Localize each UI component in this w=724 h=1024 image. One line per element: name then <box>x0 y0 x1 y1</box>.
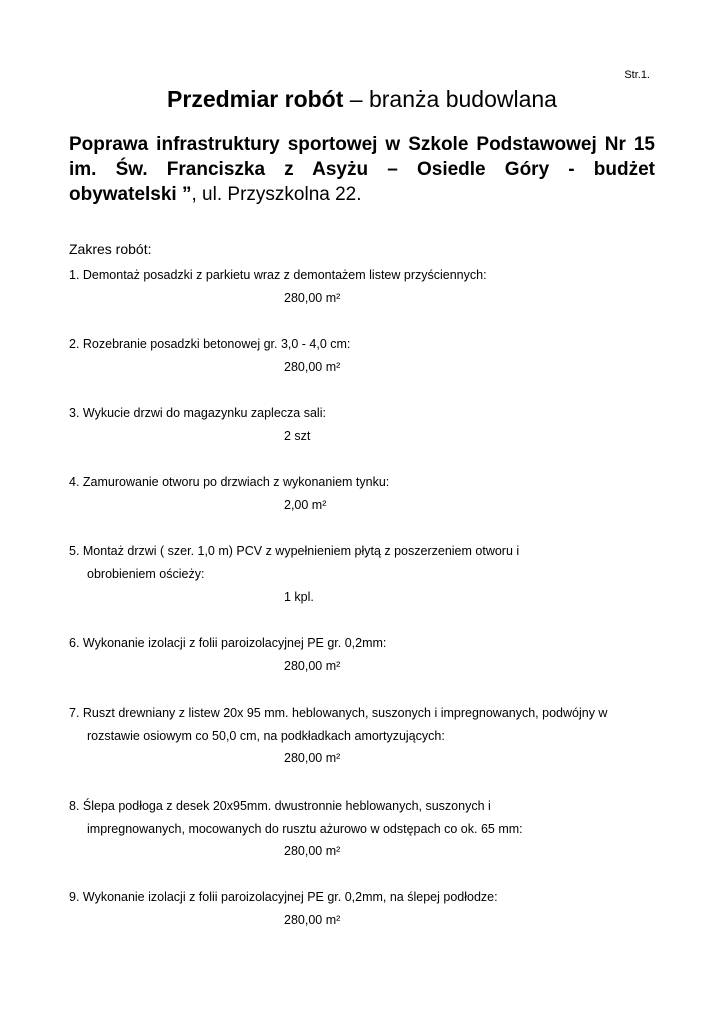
list-item-1 <box>69 264 487 287</box>
scope-label: Zakres robót: <box>69 241 152 257</box>
project-line-2 <box>69 157 655 182</box>
list-item-8 <box>69 795 523 841</box>
item-3-description: 3. Wykucie drzwi do magazynku zaplecza sali: <box>69 406 326 420</box>
project-heading <box>69 132 655 207</box>
project-line-1-text: Poprawa infrastruktury sportowej w Szkole Podstawowej Nr 15 <box>69 134 655 155</box>
item-8-description-line-1: 8. Ślepa podłoga z desek 20x95mm. dwustronnie heblowanych, suszonych i <box>69 799 491 813</box>
item-9-quantity: 280,00 m² <box>284 913 341 927</box>
project-line-3 <box>69 182 655 207</box>
item-8-quantity: 280,00 m² <box>284 844 341 858</box>
title-rest: – branża budowlana <box>343 86 557 112</box>
item-4-quantity: 2,00 m² <box>284 498 327 512</box>
item-6-description: 6. Wykonanie izolacji z folii paroizolacyjnej PE gr. 0,2mm: <box>69 636 387 650</box>
page-title <box>0 84 724 114</box>
item-3-quantity: 2 szt <box>284 429 311 443</box>
list-item-2 <box>69 333 350 356</box>
list-item-3 <box>69 402 326 425</box>
project-line-3-address: , ul. Przyszkolna 22. <box>191 184 362 205</box>
item-7-description-line-2: rozstawie osiowym co 50,0 cm, na podkładkach amortyzujących: <box>87 729 445 743</box>
list-item-5 <box>69 540 519 586</box>
item-9-description: 9. Wykonanie izolacji z folii paroizolacyjnej PE gr. 0,2mm, na ślepej podłodze: <box>69 890 498 904</box>
project-line-2-text: im. Św. Franciszka z Asyżu – Osiedle Góry - budżet <box>69 159 655 180</box>
item-5-description-line-1: 5. Montaż drzwi ( szer. 1,0 m) PCV z wypełnieniem płytą z poszerzeniem otworu i <box>69 544 520 558</box>
list-item-6 <box>69 632 386 655</box>
item-4-description: 4. Zamurowanie otworu po drzwiach z wykonaniem tynku: <box>69 475 390 489</box>
project-line-3-bold: obywatelski ” <box>69 184 192 205</box>
item-1-quantity: 280,00 m² <box>284 291 341 305</box>
list-item-9 <box>69 886 498 909</box>
title-main: Przedmiar robót <box>167 86 344 112</box>
item-6-quantity: 280,00 m² <box>284 659 341 673</box>
item-1-description: 1. Demontaż posadzki z parkietu wraz z demontażem listew przyściennych: <box>69 268 487 282</box>
item-2-description: 2. Rozebranie posadzki betonowej gr. 3,0 - 4,0 cm: <box>69 337 351 351</box>
page-number: Str.1. <box>624 69 650 81</box>
item-8-description-line-2: impregnowanych, mocowanych do rusztu ażurowo w odstępach co ok. 65 mm: <box>87 822 523 836</box>
item-2-quantity: 280,00 m² <box>284 360 341 374</box>
item-7-quantity: 280,00 m² <box>284 751 341 765</box>
item-7-description-line-1: 7. Ruszt drewniany z listew 20x 95 mm. heblowanych, suszonych i impregnowanych, podwójny w <box>69 706 608 720</box>
item-5-description-line-2: obrobieniem ościeży: <box>87 567 205 581</box>
list-item-4 <box>69 471 389 494</box>
list-item-7 <box>69 702 607 748</box>
item-5-quantity: 1 kpl. <box>284 590 314 604</box>
project-line-1 <box>69 132 655 157</box>
